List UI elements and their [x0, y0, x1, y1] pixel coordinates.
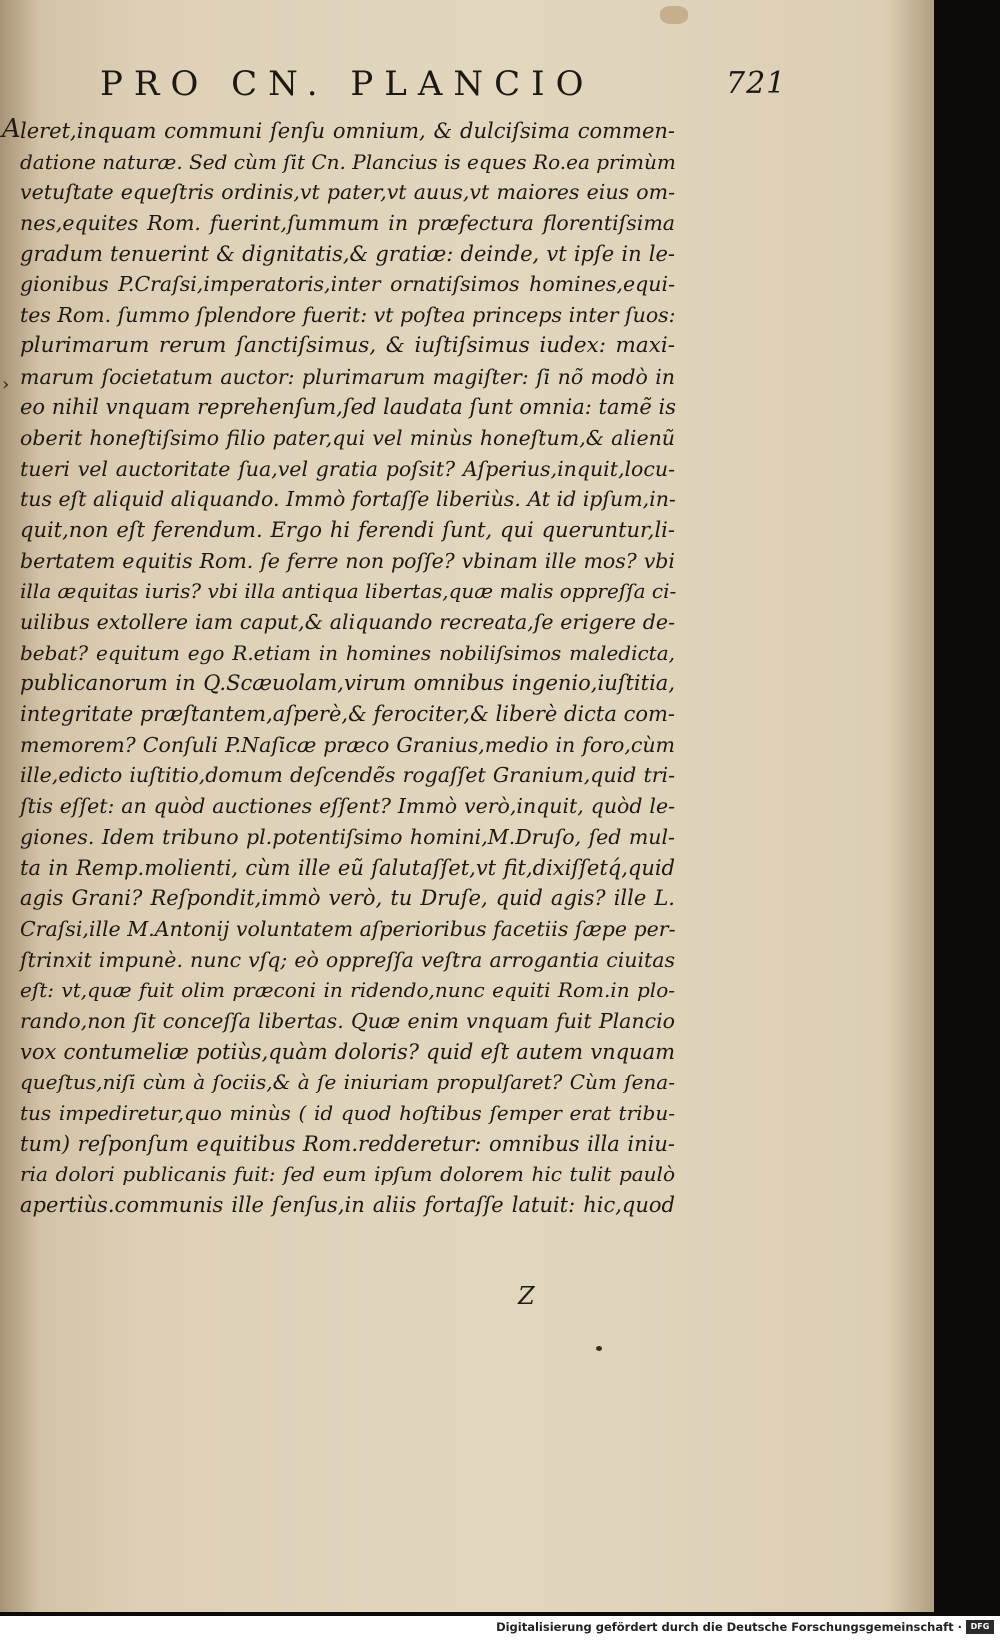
text-line: eo nihil vnquam reprehenſum,ſed laudata ſunt omnia: tamẽ is: [20, 395, 676, 420]
text-line: nes,equites Rom. fuerint,ſummum in præfectura florentiſsima: [20, 211, 675, 236]
page-number: 721: [726, 66, 787, 101]
paper-stain: [660, 6, 688, 24]
text-line: bertatem equitis Rom. ſe ferre non poſſe? vbinam ille mos? vbi: [20, 548, 675, 573]
text-line: tum) reſponſum equitibus Rom.redderetur: omnibus illa iniu-: [20, 1131, 675, 1156]
signature-mark: Z: [518, 1282, 535, 1310]
text-line: Craſsi,ille M.Antonij voluntatem aſperioribus facetiis ſæpe per-: [20, 916, 676, 941]
text-line: agis Grani? Reſpondit,immò verò, tu Druſe, quid agis? ille L.: [20, 886, 675, 911]
text-line: tueri vel auctoritate ſua,vel gratia poſsit? Aſperius,inquit,locu-: [20, 456, 675, 481]
text-line: integritate præſtantem,aſperè,& ferociter,& liberè dicta com-: [20, 702, 675, 727]
text-line: oberit honeſtiſsimo filio pater,qui vel minùs honeſtum,& alienũ: [20, 425, 675, 450]
text-line: datione naturæ. Sed cùm ſit Cn. Plancius is eques Ro.ea primùm: [20, 149, 676, 174]
text-line: tus impediretur,quo minùs ( id quod hoſtibus ſemper erat tribu-: [20, 1101, 675, 1125]
text-line: leret,inquam communi ſenſu omnium, & dulciſsima commen-: [20, 119, 675, 143]
text-line: ta in Remp.molienti, cùm ille eũ ſalutaſſet,vt fit,dixiſſetq́,quid: [20, 855, 675, 880]
text-line: quit,non eſt ferendum. Ergo hi ferendi ſunt, qui queruntur,li-: [20, 517, 675, 542]
margin-mark: ›: [2, 374, 10, 395]
text-line: publicanorum in Q.Scæuolam,virum omnibus ingenio,iuſtitia,: [20, 671, 675, 696]
text-line: eſt: vt,quæ fuit olim præconi in ridendo,nunc equiti Rom.in plo-: [20, 978, 675, 1003]
running-head: [100, 64, 900, 124]
text-line: ria dolori publicanis fuit: ſed eum ipſum dolorem hic tulit paulò: [20, 1162, 675, 1187]
text-line: tes Rom. ſummo ſplendore fuerit: vt poſtea princeps inter ſuos:: [20, 303, 676, 328]
text-line: plurimarum rerum ſanctiſsimus, & iuſtiſsimus iudex: maxi-: [20, 332, 675, 358]
body-text: [20, 116, 700, 1221]
margin-letter: A: [2, 114, 21, 144]
text-line: apertiùs.communis ille ſenſus,in aliis fortaſſe latuit: hic,quod: [20, 1193, 675, 1218]
text-line: giones. Idem tribuno pl.potentiſsimo homini,M.Druſo, ſed mul-: [20, 824, 675, 849]
dfg-logo-icon: DFG: [966, 1620, 994, 1634]
text-line: rando,non ſit conceſſa libertas. Quæ enim vnquam fuit Plancio: [20, 1008, 675, 1033]
footer-bar: [0, 1616, 1000, 1640]
text-line: ſtis eſſet: an quòd auctiones eſſent? Immò verò,inquit, quòd le-: [20, 794, 675, 819]
text-line: vetuſtate equeſtris ordinis,vt pater,vt auus,vt maiores eius om-: [20, 180, 675, 205]
text-line: gradum tenuerint & dignitatis,& gratiæ: deinde, vt ipſe in le-: [20, 241, 675, 266]
footer-credit: Digitalisierung gefördert durch die Deutsche Forschungsgemeinschaft ·: [496, 1620, 962, 1634]
text-line: illa æquitas iuris? vbi illa antiqua libertas,quæ malis oppreſſa ci-: [20, 579, 677, 604]
text-line: marum ſocietatum auctor: plurimarum magiſter: ſi nõ modò in: [20, 364, 675, 389]
text-line: tus eſt aliquid aliquando. Immò fortaſſe liberiùs. At id ipſum,in-: [20, 487, 676, 512]
text-line: gionibus P.Craſsi,imperatoris,inter ornatiſsimos homines,equi-: [20, 272, 675, 297]
text-line: bebat? equitum ego R.etiam in homines nobiliſsimos maledicta,: [20, 640, 675, 665]
ink-speck: [596, 1346, 602, 1351]
text-line: uilibus extollere iam caput,& aliquando recreata,ſe erigere de-: [20, 610, 675, 634]
text-line: vox contumeliæ potiùs,quàm doloris? quid eſt autem vnquam: [20, 1039, 675, 1064]
text-line: queſtus,niſi cùm à ſociis,& à ſe iniuriam propulſaret? Cùm ſena-: [20, 1070, 675, 1095]
text-line: memorem? Conſuli P.Naſicæ præco Granius,medio in foro,cùm: [20, 732, 675, 757]
running-title: PRO CN. PLANCIO: [100, 64, 595, 104]
text-line: ille,edicto iuſtitio,domum deſcendẽs rogaſſet Granium,quid tri-: [20, 763, 675, 788]
text-line: ſtrinxit impunè. nunc vſq; eò oppreſſa veſtra arrogantia ciuitas: [20, 947, 675, 972]
